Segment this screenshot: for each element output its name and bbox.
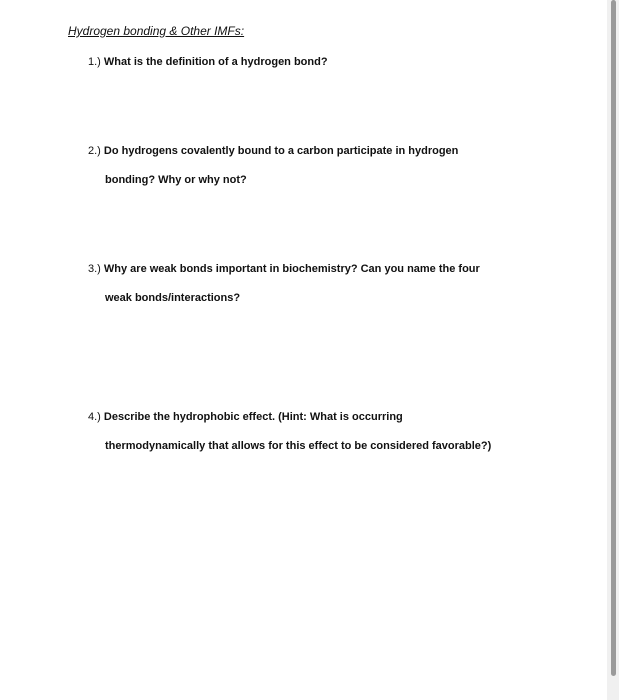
question-text-continued: weak bonds/interactions? (105, 292, 241, 304)
question-3 (88, 262, 480, 304)
question-number: 2.) (88, 145, 101, 157)
section-heading: Hydrogen bonding & Other IMFs: (68, 24, 245, 38)
scrollbar-thumb[interactable] (611, 0, 616, 676)
question-2 (88, 144, 459, 186)
question-text-continued: bonding? Why or why not? (105, 174, 247, 186)
question-text: Do hydrogens covalently bound to a carbon participate in hydrogen (103, 145, 459, 157)
question-text: Why are weak bonds important in biochemistry? Can you name the four (103, 263, 480, 275)
question-number: 4.) (88, 411, 101, 423)
question-text: What is the definition of a hydrogen bond? (103, 56, 328, 68)
question-4 (88, 410, 492, 452)
question-text: Describe the hydrophobic effect. (Hint: What is occurring (103, 411, 403, 423)
question-number: 1.) (88, 56, 101, 68)
question-text-continued: thermodynamically that allows for this effect to be considered favorable?) (105, 440, 492, 452)
vertical-scrollbar[interactable] (607, 0, 619, 700)
question-1 (88, 55, 328, 69)
question-number: 3.) (88, 263, 101, 275)
